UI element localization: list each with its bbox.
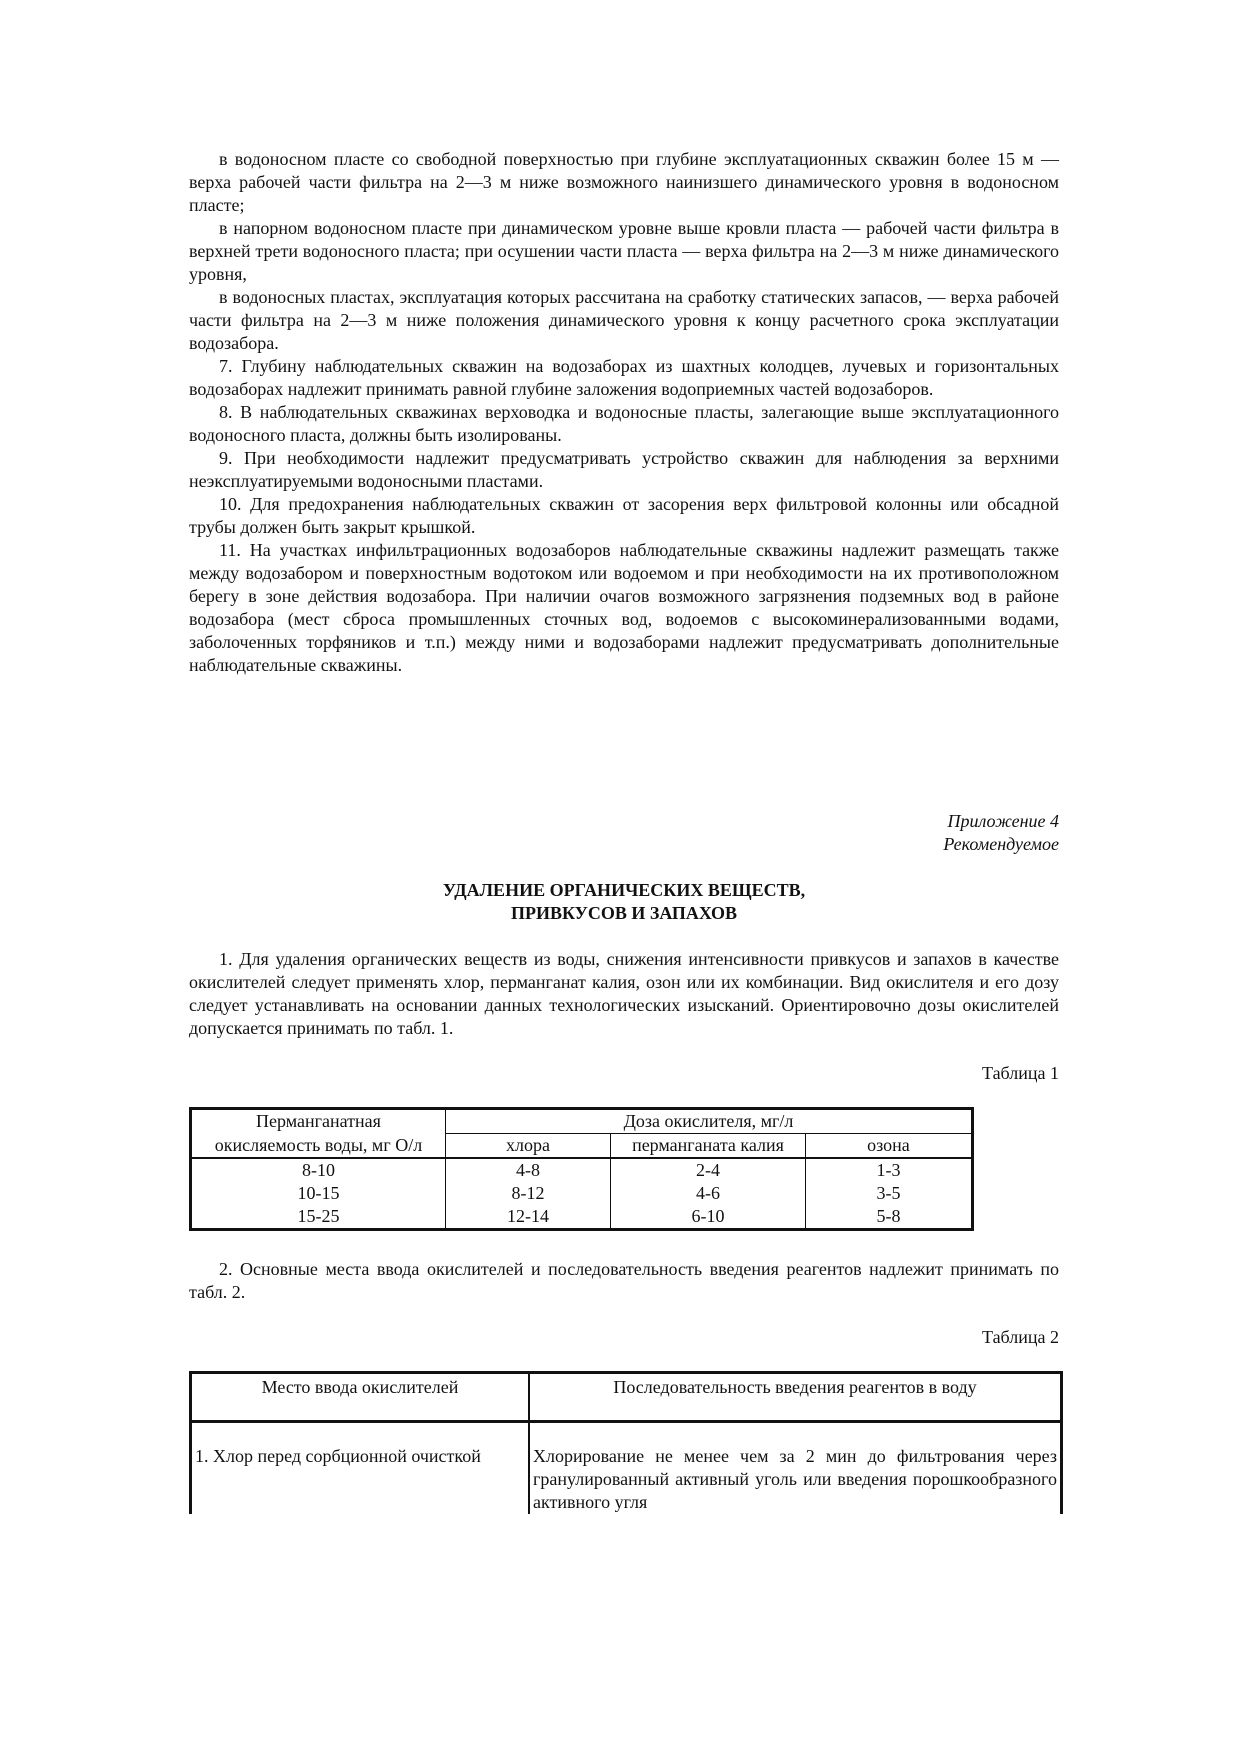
table1-cell: 4-8 <box>446 1158 611 1182</box>
table1-header-sub: озона <box>806 1134 973 1159</box>
table2-header: Последовательность введения реагентов в воду <box>529 1373 1062 1422</box>
paragraph: в водоносном пласте со свободной поверхностью при глубине эксплуатационных скважин более 15 м — верха рабочей части фильтра на 2—3 м ниже возможного наинизшего динамического уровня в водоносном пласте; <box>189 149 1059 215</box>
table1-caption: Таблица 1 <box>982 1063 1059 1083</box>
appendix-number: Приложение 4 <box>947 811 1059 831</box>
table2-cell: 1. Хлор перед сорбционной очисткой <box>195 1446 481 1466</box>
paragraph: 1. Для удаления органических веществ из воды, снижения интенсивности привкусов и запахов в качестве окислителей следует применять хлор, перманганат калия, озон или их комбинации. Вид окислителя и его дозу следует устанавливать на основании данных технологических изысканий. Ориентировочно дозы окислителей допускается принимать по табл. 1. <box>189 949 1059 1038</box>
table1-cell: 10-15 <box>297 1183 340 1203</box>
paragraph: 11. На участках инфильтрационных водозаборов наблюдательные скважины надлежит размещать также между водозабором и поверхностным водотоком или водоемом и при необходимости на их противоположном берегу в зоне действия водозабора. При наличии очагов возможного загрязнения подземных вод в районе водозабора (мест сброса промышленных сточных вод, водоемов с высокоминерализованными водами, заболоченных торфяников и т.п.) между ними и водозаборами надлежит предусматривать дополнительные наблюдательные скважины. <box>189 540 1059 675</box>
table1-cell: 4-6 <box>611 1182 806 1205</box>
table1-cell: 8-10 <box>302 1160 335 1180</box>
table-row <box>191 1422 1062 1515</box>
table-row <box>191 1205 973 1230</box>
appendix-status: Рекомендуемое <box>943 834 1059 854</box>
table1-cell: 1-3 <box>806 1158 973 1182</box>
table2 <box>189 1371 1063 1514</box>
table1-header-group: Доза окислителя, мг/л <box>446 1109 973 1134</box>
table1-cell: 8-12 <box>446 1182 611 1205</box>
table2-cell: Хлорирование не менее чем за 2 мин до фильтрования через гранулированный активный уголь или введения порошкообразного активного угля <box>529 1422 1062 1515</box>
paragraph: в напорном водоносном пласте при динамическом уровне выше кровли пласта — рабочей части фильтра в верхней трети водоносного пласта; при осушении части пласта — верха фильтра на 2—3 м ниже динамического уровня, <box>189 218 1059 284</box>
paragraph: в водоносных пластах, эксплуатация которых рассчитана на сработку статических запасов, — верха рабочей части фильтра на 2—3 м ниже положения динамического уровня к концу расчетного срока эксплуатации водозабора. <box>189 287 1059 353</box>
table1-header-sub: хлора <box>446 1134 611 1159</box>
table-row <box>191 1158 973 1182</box>
table1 <box>189 1107 974 1231</box>
table1-header-col1: Перманганатная <box>256 1111 381 1132</box>
table1-cell: 5-8 <box>806 1205 973 1230</box>
document-page <box>189 148 1059 1514</box>
section-title-line1: УДАЛЕНИЕ ОРГАНИЧЕСКИХ ВЕЩЕСТВ, <box>442 880 806 900</box>
paragraph: 10. Для предохранения наблюдательных скважин от засорения верх фильтровой колонны или обсадной трубы должен быть закрыт крышкой. <box>189 494 1059 537</box>
table1-header-sub: перманганата калия <box>611 1134 806 1159</box>
section-title-line2: ПРИВКУСОВ И ЗАПАХОВ <box>510 903 738 923</box>
table1-header-col1-cont: окисляемость воды, мг О/л <box>191 1134 446 1159</box>
table1-cell: 12-14 <box>446 1205 611 1230</box>
paragraph: 2. Основные места ввода окислителей и последовательность введения реагентов надлежит принимать по табл. 2. <box>189 1259 1059 1302</box>
paragraph: 8. В наблюдательных скважинах верховодка и водоносные пласты, залегающие выше эксплуатационного водоносного пласта, должны быть изолированы. <box>189 402 1059 445</box>
table-row <box>191 1182 973 1205</box>
table2-caption: Таблица 2 <box>982 1327 1059 1347</box>
table1-cell: 3-5 <box>806 1182 973 1205</box>
table1-cell: 15-25 <box>297 1206 340 1226</box>
table1-cell: 2-4 <box>611 1158 806 1182</box>
paragraph: 7. Глубину наблюдательных скважин на водозаборах из шахтных колодцев, лучевых и горизонтальных водозаборах надлежит принимать равной глубине заложения водоприемных частей водозаборов. <box>189 356 1059 399</box>
table1-cell: 6-10 <box>611 1205 806 1230</box>
table2-header: Место ввода окислителей <box>191 1373 530 1422</box>
paragraph: 9. При необходимости надлежит предусматривать устройство скважин для наблюдения за верхними неэксплуатируемыми водоносными пластами. <box>189 448 1059 491</box>
